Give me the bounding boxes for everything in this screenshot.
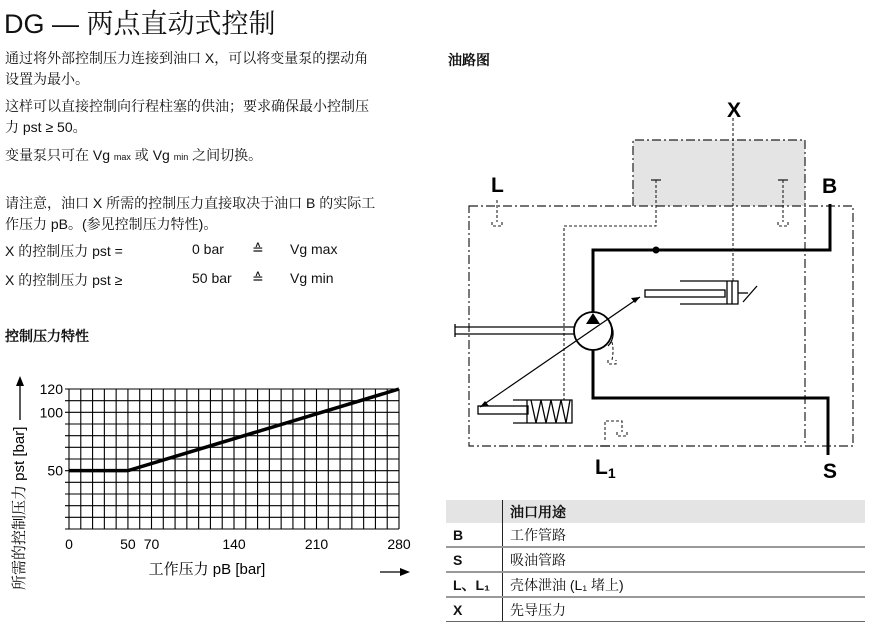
x-tick-label: 140 [222, 536, 246, 552]
port-label-l1: L1 [595, 456, 616, 481]
subscript: min [173, 152, 189, 162]
table-row [446, 597, 865, 622]
text-line: 通过将外部控制压力连接到油口 X，可以将变量泵的摆动角 [5, 50, 369, 66]
spring-cylinder [478, 400, 572, 423]
use-cell: 吸油管路 [503, 547, 866, 572]
x-tick-label: 50 [120, 536, 136, 552]
main-lines [593, 204, 830, 455]
text: 之间切换。 [188, 147, 263, 163]
subscript: max [113, 152, 131, 162]
port-label-l: L [491, 174, 504, 197]
control-valve-block [633, 140, 805, 206]
page-title: DG — 两点直动式控制 [4, 9, 276, 39]
y-axis-label: 所需的控制压力 pst [bar] [11, 426, 28, 590]
x-tick-label: 70 [143, 536, 160, 552]
setting-label: X 的控制压力 pst ≥ [5, 272, 123, 288]
text-line: 这样可以直接控制向行程柱塞的供油；要求确保最小控制压 [5, 98, 369, 114]
setting-result: Vg min [290, 270, 334, 286]
setting-label: X 的控制压力 pst = [5, 243, 123, 259]
corresponds-symbol: ≙ [252, 270, 264, 286]
text: 或 Vg [130, 147, 174, 163]
setting-value: 50 bar [192, 270, 232, 286]
corresponds-symbol: ≙ [252, 241, 264, 257]
use-cell: 工作管路 [503, 523, 866, 547]
table-row [446, 523, 865, 547]
use-cell: 先导压力 [503, 597, 866, 622]
port-caps [600, 180, 788, 446]
text-line: 设置为最小。 [5, 71, 89, 87]
table-row [446, 547, 865, 572]
y-tick-label: 120 [39, 381, 63, 397]
setting-value: 0 bar [192, 241, 224, 257]
port-cell: X [446, 597, 503, 622]
y-tick-label: 50 [47, 462, 63, 479]
text-line: 作压力 pB。(参见控制压力特性)。 [5, 216, 218, 232]
x-tick-label: 210 [304, 536, 329, 552]
text-line: 力 pst ≥ 50。 [5, 119, 87, 135]
swash-link [480, 297, 640, 407]
table-row [446, 572, 865, 597]
port-label-b: B [822, 175, 838, 198]
port-label-x: X [727, 99, 742, 122]
drive-shaft [455, 324, 575, 337]
use-cell: 壳体泄油 (L₁ 堵上) [503, 572, 866, 597]
port-cell: B [446, 523, 503, 547]
setting-result: Vg max [290, 241, 338, 257]
text: 变量泵只可在 Vg [5, 147, 114, 163]
junction-dot [653, 247, 660, 254]
port-label-s: S [823, 460, 838, 483]
x-axis-label: 工作压力 pB [bar] [148, 561, 266, 578]
chart-heading: 控制压力特性 [5, 328, 89, 344]
column-header: 油口用途 [503, 500, 866, 523]
x-tick-label: 280 [387, 536, 411, 552]
table-header-row [446, 500, 865, 523]
port-usage-table [446, 500, 865, 622]
stroke-cylinder-x [645, 281, 757, 304]
port-cell: S [446, 547, 503, 572]
text-line: 请注意，油口 X 所需的控制压力直接取决于油口 B 的实际工 [5, 195, 376, 211]
y-tick-label: 100 [39, 404, 63, 421]
x-tick-label: 0 [65, 536, 73, 552]
port-cell: L、L₁ [446, 572, 503, 597]
circuit-heading: 油路图 [448, 52, 490, 68]
